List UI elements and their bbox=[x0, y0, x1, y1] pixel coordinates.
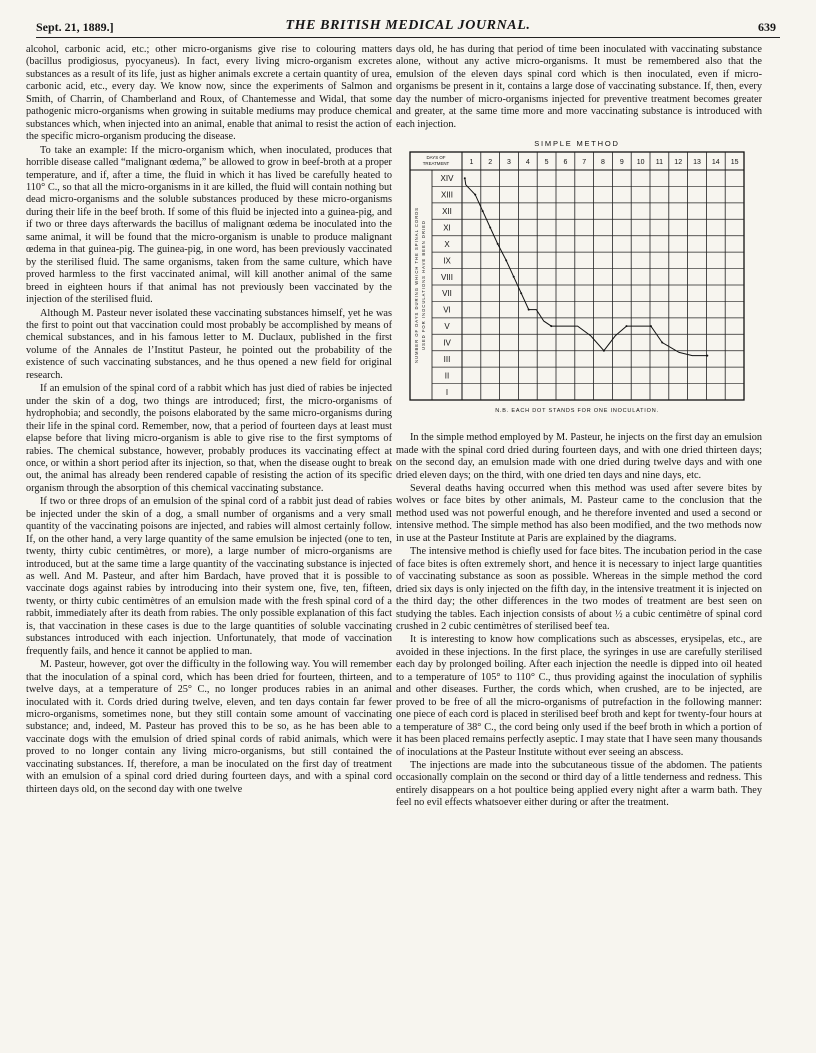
paragraph: If two or three drops of an emulsion of the spinal cord of a rabbit just dead of rabies be injected under the skin of a dog, a small number of organisms and a very small quantity of the vaccinating poisons are injected, and rabies will almost certainly follow. If, on the other hand, a very large quantity of the same emulsion be injected (one to ten, twenty, thirty cubic centimètres, or more), a large number of micro-organisms are introduced, but at the same time a large quantity of the vaccinating substance is injected as well. And M. Pasteur, and after him Bardach, have proved that it is possible to vaccinate dogs against rabies by introducing into their system one, five, ten, fifteen, twenty, or thirty cubic centimètres of an emulsion made with the fresh spinal cord of a rabbit, immediately after its death from rabies. The only possible explanation of this fact is, that vaccination in these cases is due to the large quantities of soluble vaccinating substances introduced with each injection. Unfortunately, that mode of vaccination frequently fails, and hence it cannot be applied to man. bbox=[26, 496, 392, 657]
x-axis-label: DAYS OF TREATMENT bbox=[422, 155, 450, 167]
paragraph: Several deaths having occurred when this method was used after severe bites by wolves or face bites by other animals, M. Pasteur came to the conclusion that the method used was not powerful enough, and he therefore invented and used a second or intensive method. The simple method has also been modified, and the two methods now in use at the Pasteur Institute at Paris are explained by the diagrams. bbox=[396, 482, 762, 544]
x-tick-label: 5 bbox=[544, 159, 549, 167]
header-date: Sept. 21, 1889.] bbox=[36, 20, 114, 34]
x-tick-label: 11 bbox=[655, 159, 664, 167]
paragraph: It is interesting to know how complications such as abscesses, erysipelas, etc., are avoided in these injections. In the first place, the syringes in use are carefully sterilised each day by prolonged boiling. After each injection the needle is dipped into oil heated to a temperature of 105° to 110° C., thus providing against the inoculation of syphilis and other diseases. Further, the cords which, when crushed, are to be injected, are proved to be free of all the micro-organisms of putrefaction in the following manner: one piece of each cord is placed in sterilised beef broth and kept for twenty-four hours at a temperature of 38° C., the cord being only used if the beef broth in which a portion of it has been placed remains perfectly aseptic. I may state that I have seen many thousands of inoculations at the Pasteur Institute without ever seeing an abscess. bbox=[396, 634, 762, 758]
paragraph: M. Pasteur, however, got over the difficulty in the following way. You will remember that the inoculation of a spinal cord, which has been dried for fourteen, thirteen, and twelve days, at a temperature of 25° C., no longer produces rabies in an animal inoculated with it. Cords dried during twelve, eleven, and ten days contain far fewer micro-organisms, sometimes none, but they still contain some amount of vaccinating substance; and, indeed, M. Pasteur has proved this to be so, as he has been able to vaccinate dogs with the emulsion of dried spinal cords of rabid animals, which were proved to no longer contain any living micro-organisms, but still contained the vaccinating substances. If, therefore, a man be inoculated on the first day of treatment with an emulsion of a spinal cord dried during fourteen days, and with a spinal cord thirteen days old, on the second day with one twelve bbox=[26, 659, 392, 795]
data-point bbox=[528, 309, 530, 311]
data-point bbox=[513, 276, 515, 278]
x-tick-label: 2 bbox=[488, 159, 493, 167]
left-column bbox=[26, 44, 392, 1044]
paragraph: alcohol, carbonic acid, etc.; other micro-organisms give rise to colouring matters (bacillus prodigiosus, pyocyaneus). In fact, every living micro-organism excretes substances as a result of its life, just as higher animals excrete a certain quantity of urea, carbonic acid, etc., every day. We know now, since the experiments of Salmon and Smith, of Charrin, of Chamberland and Roux, of Chantemesse and Widal, that some pathogenic micro-organisms when growing in suitable mediums may produce chemical substances which, when injected into an animal, enable that animal to resist the action of the specific micro-organism producing the disease. bbox=[26, 44, 392, 143]
y-tick-label: XI bbox=[443, 223, 451, 233]
y-tick-label: X bbox=[444, 240, 450, 250]
series-line bbox=[465, 178, 708, 355]
y-tick-label: V bbox=[444, 322, 450, 332]
paragraph: Although M. Pasteur never isolated these vaccinating substances himself, yet he was the first to point out that vaccination could most probably be accomplished by means of chemical substances, and in his famous letter to M. Duclaux, published in the first volume of the Annales de l’Institut Pasteur, he pointed out the probability of the existence of such vaccinating substances, and he thus opened a new field for original research. bbox=[26, 307, 392, 381]
data-point bbox=[706, 355, 708, 357]
paragraph: The intensive method is chiefly used for face bites. The incubation period in the case of face bites is often extremely short, and hence it is necessary to inject large quantities of vaccinating substance as soon as possible. Whereas in the simple method the cord dried six days is only injected on the fifth day, in the intensive treatment it is injected on the third day; the other differences in the two modes of treatment are best seen on studying the tables. Each injection consists of about ½ a cubic centimètre of spinal cord crushed in 2 cubic centimètres of sterilised beef tea. bbox=[396, 546, 762, 632]
y-tick-label: VII bbox=[442, 289, 452, 299]
x-tick-label: 1 bbox=[469, 159, 474, 167]
y-tick-label: XIV bbox=[440, 174, 454, 184]
x-tick-label: 10 bbox=[636, 159, 645, 167]
x-tick-label: 6 bbox=[563, 159, 568, 167]
data-point bbox=[505, 260, 507, 262]
page-number: 639 bbox=[758, 20, 776, 34]
y-tick-label: IV bbox=[443, 338, 451, 348]
paragraph: In the simple method employed by M. Pasteur, he injects on the first day an emulsion made with the spinal cord dried during fourteen days, and with one dried thirteen days; on the second day, an emulsion made with one dried during twelve days and with one dried eleven days; on the third, with one dried ten days and nine days, etc. bbox=[396, 432, 762, 481]
chart-svg bbox=[396, 134, 762, 426]
running-header bbox=[36, 14, 780, 38]
paragraph: If an emulsion of the spinal cord of a rabbit which has just died of rabies be injected under the skin of a dog, two things are introduced; first, the micro-organisms of hydrophobia; and secondly, the poisons elaborated by the same micro-organisms during their life in the spinal cord. Remember, now, that a period of fourteen days at least must elapse before that living micro-organism is able to give rise to the first symptoms of rabies. The chemical substance, however, probably produces its vaccinating effect at once, or within a short period after its injection, so that, when the disease ought to break out, the animal has already been rendered capable of resisting the action of its specific organism through the absorption of this chemical vaccinating substance. bbox=[26, 383, 392, 494]
y-tick-label: II bbox=[444, 371, 450, 381]
x-tick-label: 8 bbox=[601, 159, 605, 167]
y-tick-label: VI bbox=[443, 305, 451, 315]
data-point bbox=[464, 177, 466, 179]
y-tick-label: XII bbox=[442, 207, 452, 217]
paragraph: To take an example: If the micro-organism which, when inoculated, produces that horrible disease called “malignant œdema,” be allowed to grow in beef-broth at a proper temperature, and if, after a time, the fluid in which it has lived be carefully heated to 110° C., so that all the micro-organisms in it are killed, the fluid will contain nothing but dead micro-organisms and the soluble substances produced by these micro-organisms during their life in the beef broth. If some of this fluid be injected into a guinea-pig, and if two or three days afterwards the bacillus of malignant œdema be inoculated into the same animal, it will be found that the micro-organism is unable to produce malignant œdema in that guinea-pig. The guinea-pig, in one word, has been previously vaccinated by the sterilised fluid. The same organisms, taken from the same culture, which have proved harmless to the first vaccinated animal, will kill another animal of the same breed in eighteen hours if that animal has not previously been vaccinated by the injection of the sterilised fluid. bbox=[26, 144, 392, 306]
data-point bbox=[474, 194, 476, 196]
data-point bbox=[603, 350, 605, 352]
paragraph: days old, he has during that period of time been inoculated with vaccinating substance alone, without any active micro-organisms. It must be remembered also that the emulsion of the eleven days spinal cord which is then inoculated, even if micro-organisms be present in it, contains a large dose of vaccinating substance. If, then, every day the number of micro-organisms injected for preventive treatment becomes greater and greater, at the same time more and more vaccinating substance is introduced with each injection. bbox=[396, 44, 762, 130]
chart-footnote: N.B. EACH DOT STANDS FOR ONE INOCULATION. bbox=[495, 408, 659, 415]
y-tick-label: IX bbox=[443, 256, 451, 266]
x-tick-label: 14 bbox=[711, 159, 720, 167]
y-tick-label: XIII bbox=[440, 190, 454, 200]
x-tick-label: 3 bbox=[507, 159, 511, 167]
data-point bbox=[489, 227, 491, 229]
data-point bbox=[626, 325, 628, 327]
y-axis-label: NUMBER OF DAYS DURING WHICH THE SPINAL CORDS USED FOR INOCULATIONS HAVE BEEN DRIED bbox=[414, 207, 426, 364]
x-tick-label: 15 bbox=[730, 159, 739, 167]
data-point bbox=[650, 325, 652, 327]
y-tick-label: VIII bbox=[440, 272, 454, 282]
x-tick-label: 4 bbox=[525, 159, 530, 167]
chart-title: SIMPLE METHOD bbox=[534, 139, 620, 149]
x-tick-label: 9 bbox=[619, 159, 624, 167]
data-point bbox=[482, 210, 484, 212]
y-tick-label: I bbox=[445, 387, 449, 397]
journal-title: THE BRITISH MEDICAL JOURNAL. bbox=[285, 18, 531, 33]
right-column bbox=[396, 44, 762, 1044]
x-tick-label: 7 bbox=[582, 159, 587, 167]
x-tick-label: 12 bbox=[674, 159, 683, 167]
paragraph: The injections are made into the subcutaneous tissue of the abdomen. The patients occasionally complain on the second or third day of a little tenderness and redness. This entirely disappears on a hot poultice being applied every night after a warm bath. They feel no evil effects whatsoever either during or after the treatment. bbox=[396, 759, 762, 809]
x-tick-label: 13 bbox=[693, 159, 701, 167]
data-point bbox=[661, 342, 663, 344]
y-tick-label: III bbox=[443, 355, 451, 365]
data-point bbox=[550, 325, 552, 327]
simple-method-diagram bbox=[396, 134, 762, 426]
grid-frame bbox=[410, 152, 744, 400]
data-point bbox=[497, 243, 499, 245]
data-point bbox=[520, 292, 522, 294]
